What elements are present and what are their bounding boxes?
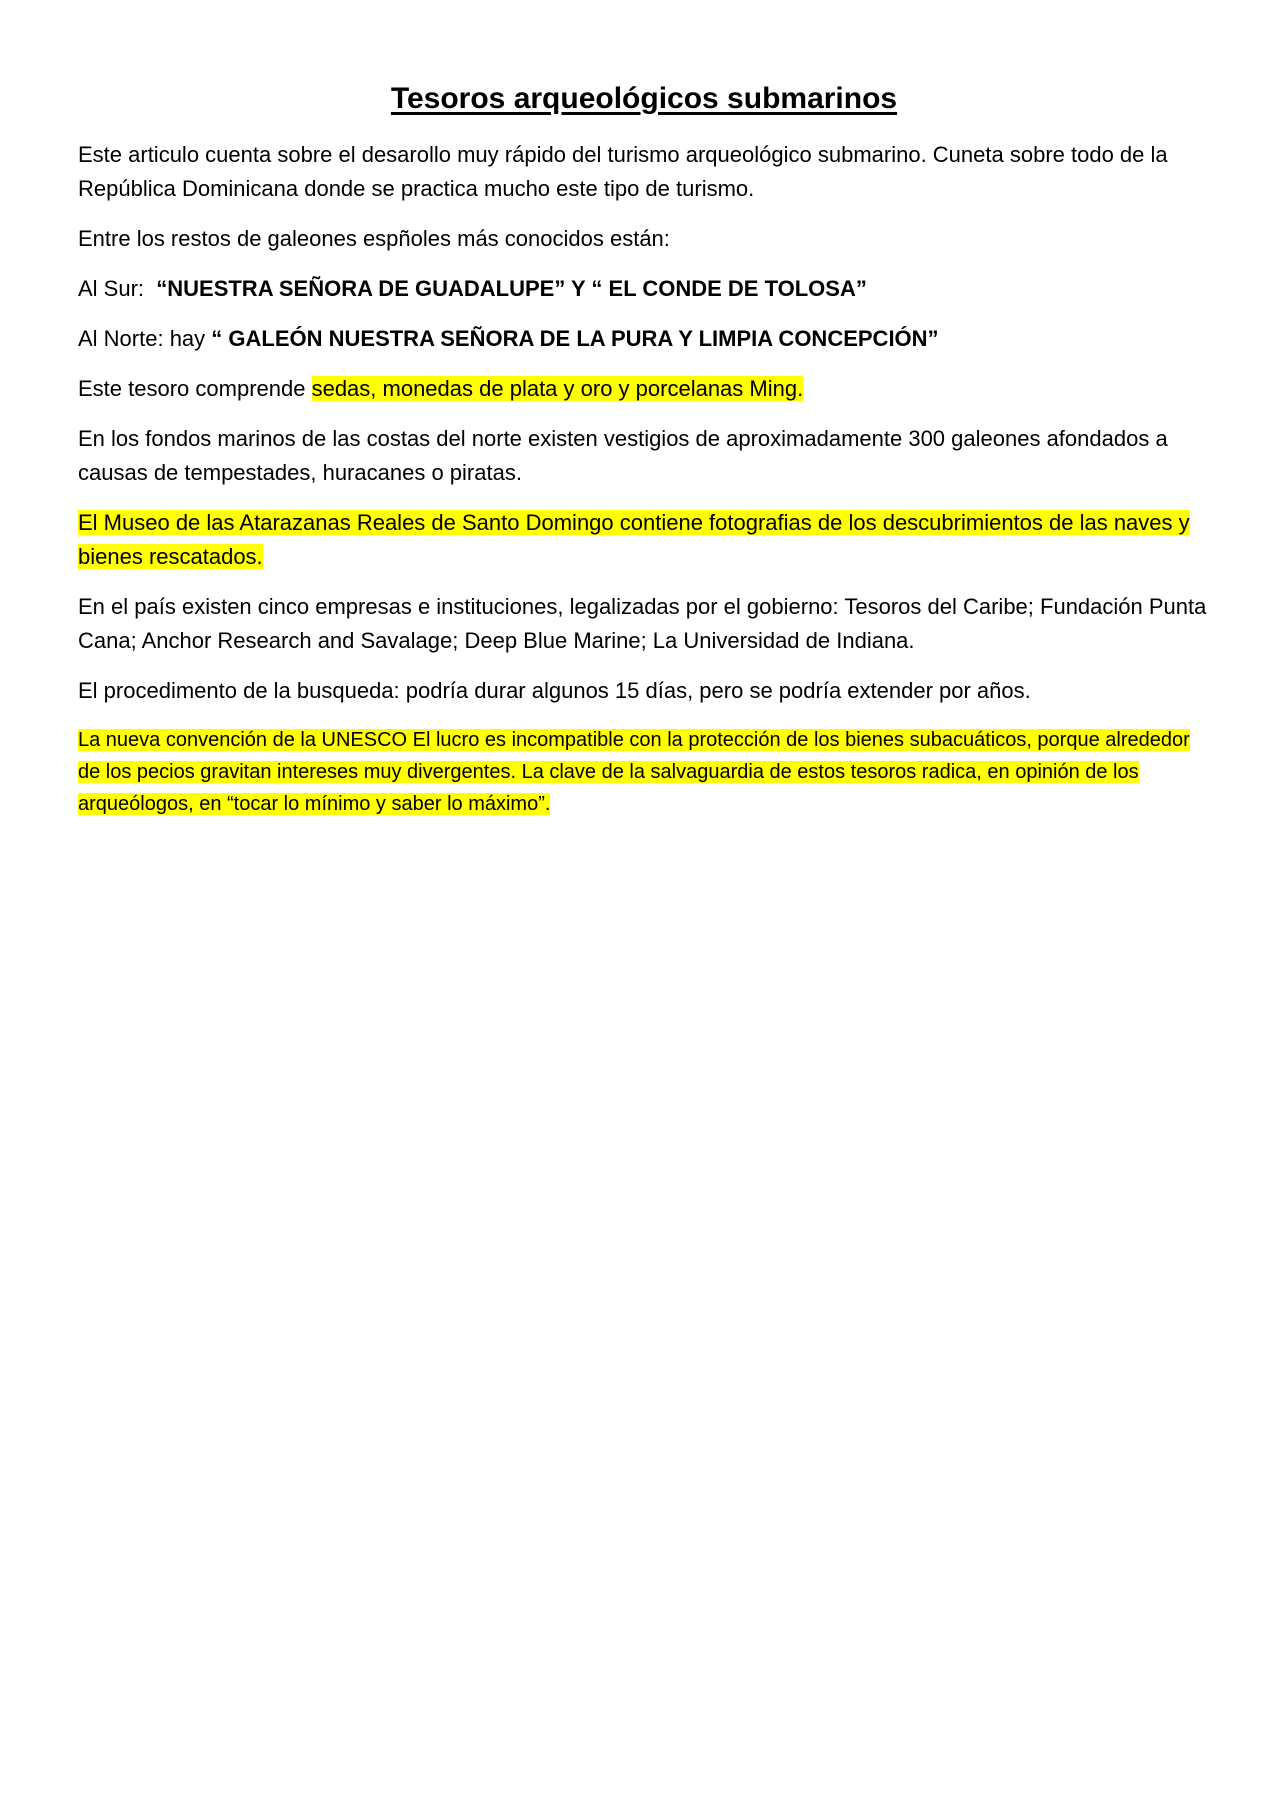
galleons-intro-text: Entre los restos de galeones espñoles más conocidos están: [78,226,670,251]
paragraph-north [78,322,1210,356]
paragraph-south [78,272,1210,306]
north-label: Al Norte: hay [78,326,212,351]
paragraph-procedure [78,674,1210,708]
companies-text: En el país existen cinco empresas e instituciones, legalizadas por el gobierno: Tesoros del Caribe; Fundación Punta Cana; Anchor Research and Savalage; Deep Blue Marine; La Universidad de Indiana. [78,594,1207,653]
vestiges-text: En los fondos marinos de las costas del norte existen vestigios de aproximadamente 300 galeones afondados a causas de tempestades, huracanes o piratas. [78,426,1168,485]
paragraph-galleons-intro [78,222,1210,256]
procedure-text: El procedimento de la busqueda: podría durar algunos 15 días, pero se podría extender por años. [78,678,1031,703]
treasure-items-highlight: sedas, monedas de plata y oro y porcelanas Ming. [311,376,804,401]
paragraph-museum [78,506,1210,574]
paragraph-treasure [78,372,1210,406]
intro-text: Este articulo cuenta sobre el desarollo muy rápido del turismo arqueológico submarino. Cuneta sobre todo de la República Dominicana donde se practica mucho este tipo de turismo. [78,142,1168,201]
paragraph-intro [78,138,1210,206]
museum-highlight: El Museo de las Atarazanas Reales de Santo Domingo contiene fotografias de los descubrimientos de las naves y bienes rescatados. [78,510,1190,569]
unesco-highlight: La nueva convención de la UNESCO El lucro es incompatible con la protección de los bienes subacuáticos, porque alrededor de los pecios gravitan intereses muy divergentes. La clave de la salvaguardia de estos tesoros radica, en opinión de los arqueólogos, en “tocar lo mínimo y saber lo máximo”. [78,729,1190,815]
treasure-prefix: Este tesoro comprende [78,376,312,401]
paragraph-unesco [78,724,1210,820]
north-galleon-names: “ GALEÓN NUESTRA SEÑORA DE LA PURA Y LIMPIA CONCEPCIÓN” [211,326,939,351]
south-galleon-names: “NUESTRA SEÑORA DE GUADALUPE” Y “ EL CONDE DE TOLOSA” [156,276,867,301]
paragraph-companies [78,590,1210,658]
paragraph-vestiges [78,422,1210,490]
south-label: Al Sur: [78,276,157,301]
document-title: Tesoros arqueológicos submarinos [390,82,898,115]
